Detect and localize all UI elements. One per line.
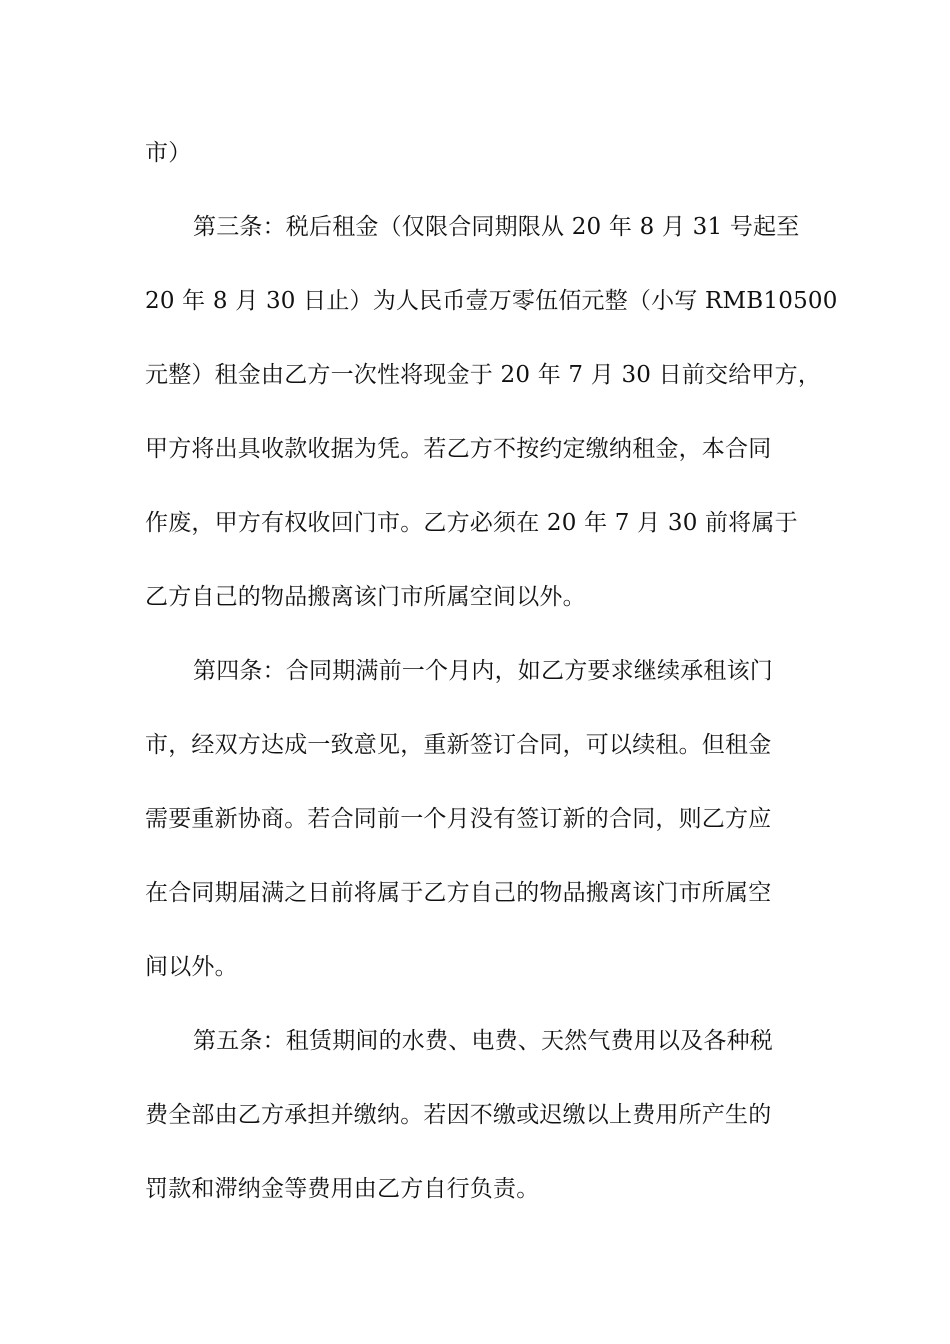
article-four-line: 第四条：合同期满前一个月内，如乙方要求继续承租该门: [193, 658, 773, 684]
text-line: 罚款和滞纳金等费用由乙方自行负责。: [145, 1176, 540, 1202]
text-line: 甲方将出具收款收据为凭。若乙方不按约定缴纳租金，本合同: [145, 436, 772, 462]
text-line: 间以外。: [145, 954, 238, 980]
article-five-line: 第五条：租赁期间的水费、电费、天然气费用以及各种税: [193, 1028, 773, 1054]
contract-text: [145, 131, 838, 1241]
text-line: 市）: [145, 140, 192, 166]
article-three-line: 第三条：税后租金（仅限合同期限从 20 年 8 月 31 号起至: [193, 214, 800, 240]
text-line: 市，经双方达成一致意见，重新签订合同，可以续租。但租金: [145, 732, 772, 758]
text-line: 在合同期届满之日前将属于乙方自己的物品搬离该门市所属空: [145, 880, 772, 906]
text-line: 费全部由乙方承担并缴纳。若因不缴或迟缴以上费用所产生的: [145, 1102, 772, 1128]
text-line: 20 年 8 月 30 日止）为人民币壹万零伍佰元整（小写 RMB10500: [145, 288, 838, 314]
text-line: 乙方自己的物品搬离该门市所属空间以外。: [145, 584, 586, 610]
text-line: 作废，甲方有权收回门市。乙方必须在 20 年 7 月 30 前将属于: [145, 510, 798, 536]
text-line: 元整）租金由乙方一次性将现金于 20 年 7 月 30 日前交给甲方，: [145, 362, 822, 388]
text-line: 需要重新协商。若合同前一个月没有签订新的合同，则乙方应: [145, 806, 772, 832]
